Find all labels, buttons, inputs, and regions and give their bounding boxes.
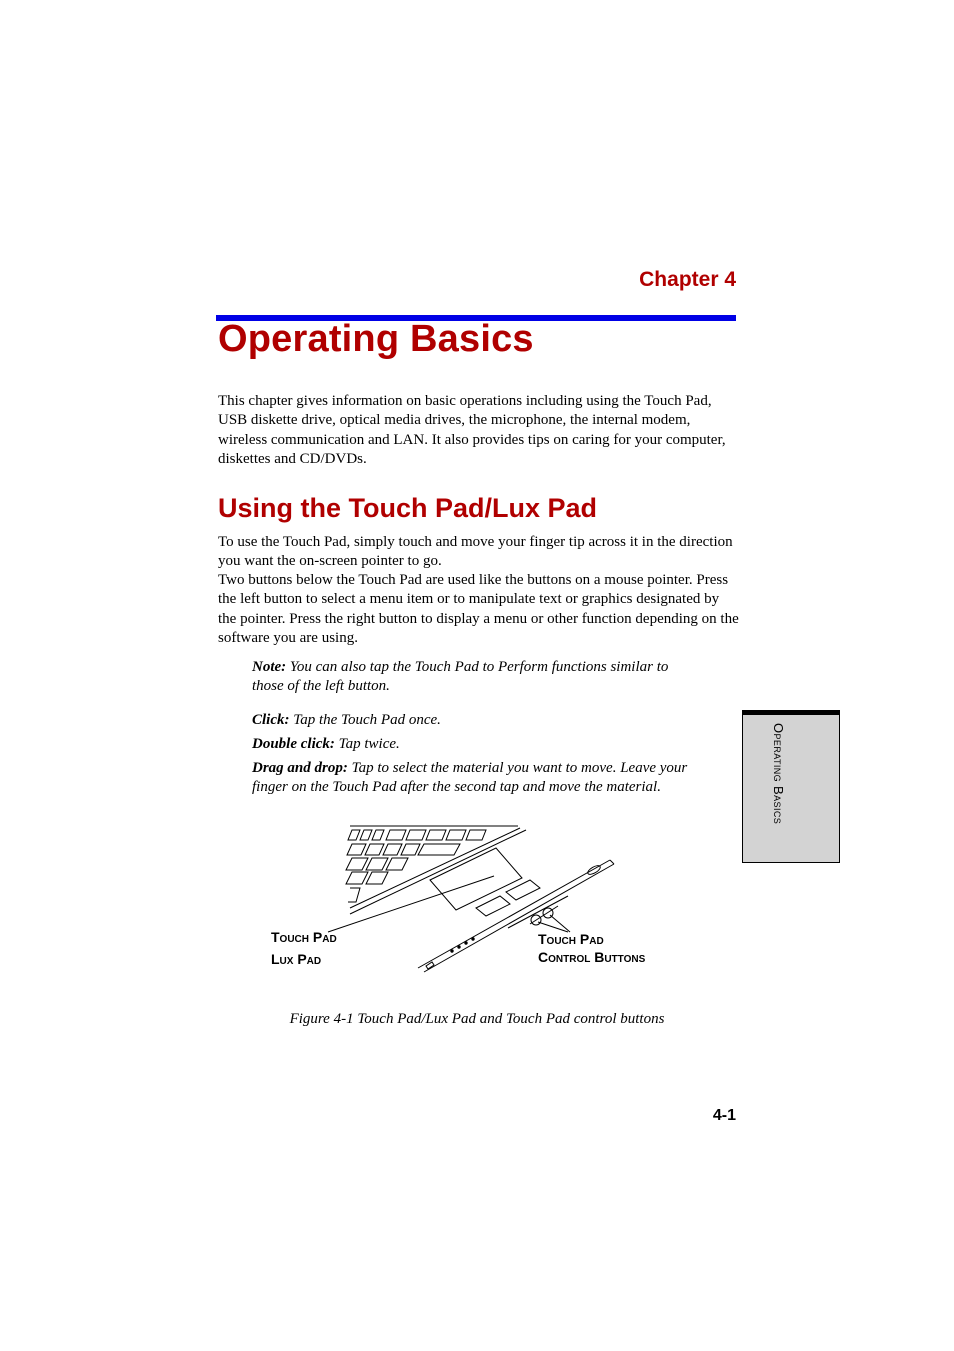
- page-number: 4-1: [712, 1107, 736, 1124]
- touchpad-paragraph-1: To use the Touch Pad, simply touch and move your finger tip across it in the direction you want the on-screen pointer to go.: [218, 534, 733, 570]
- drag-drop-text: Tap to select the material you want to move. Leave your finger on the Touch Pad after the second tap and move the material.: [252, 760, 688, 796]
- note-label: Note:: [252, 659, 287, 675]
- double-click-item: [252, 735, 400, 754]
- note-text: You can also tap the Touch Pad to Perform functions similar to those of the left button.: [252, 659, 669, 695]
- side-tab-label: Operating Basics: [771, 723, 786, 825]
- double-click-label: Double click:: [252, 736, 335, 752]
- touch-pad: [430, 848, 522, 910]
- lux-pad-label: Lux Pad: [271, 951, 322, 967]
- figure-label-right: [538, 930, 645, 966]
- chapter-label: Chapter 4: [639, 268, 736, 291]
- section-heading: Using the Touch Pad/Lux Pad: [218, 493, 598, 523]
- figure-caption: Figure 4-1 Touch Pad/Lux Pad and Touch Pad control buttons: [289, 1011, 665, 1027]
- click-text: Tap the Touch Pad once.: [289, 712, 441, 728]
- keyboard-keys: [346, 826, 518, 902]
- drag-drop-item: [252, 759, 722, 798]
- touch-pad-label: Touch Pad: [271, 929, 337, 945]
- touchpad-paragraph-2: Two buttons below the Touch Pad are used like the buttons on a mouse pointer. Press the left button to select a menu item or to manipulate text or graphics designated by the pointer. Press the right button to display a menu or other function depending on the software you are using.: [218, 572, 739, 646]
- page-title: Operating Basics: [218, 318, 534, 360]
- note-block: [252, 658, 692, 697]
- intro-paragraph: This chapter gives information on basic operations including using the Touch Pad, USB diskette drive, optical media drives, the microphone, the internal modem, wireless communication and LAN. It also provides tips on caring for your computer, diskettes and CD/DVDs.: [218, 393, 726, 467]
- touch-pad-left-button: [476, 896, 510, 916]
- chapter-side-tab: [742, 710, 840, 863]
- control-buttons-label: Control Buttons: [538, 949, 646, 965]
- touch-pad-label-right: Touch Pad: [538, 931, 604, 947]
- click-label: Click:: [252, 712, 290, 728]
- double-click-text: Tap twice.: [334, 736, 400, 752]
- figure-label-left: [271, 928, 337, 968]
- drag-drop-label: Drag and drop:: [252, 760, 348, 776]
- click-item: [252, 711, 441, 730]
